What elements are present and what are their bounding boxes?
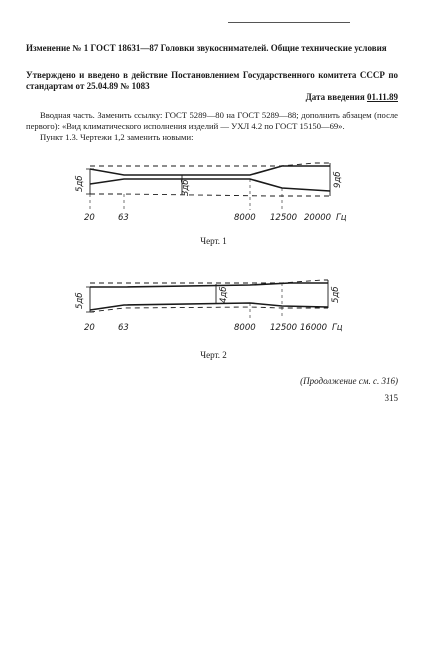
top-rule: [228, 22, 350, 23]
fig1-tick-20: 20: [84, 213, 95, 223]
fig1-left-db: 5дб: [75, 175, 85, 192]
paragraph-item-1-3: Пункт 1.3. Чертежи 1,2 заменить новыми:: [40, 132, 194, 142]
figure-2: [60, 270, 360, 350]
fig2-lower-limit: [90, 307, 328, 312]
fig2-mid-db: 4дб: [219, 286, 229, 303]
approval-text: Утверждено и введено в действие Постановлением Государственного комитета СССР по стандартам от 25.04.89 № 1083: [26, 70, 398, 91]
intro-date-line: [26, 92, 398, 102]
fig2-upper-response: [90, 283, 328, 287]
fig2-tick-63: 63: [118, 323, 129, 333]
fig2-tick-12500: 12500: [270, 323, 298, 333]
body-text: [26, 110, 398, 143]
fig1-upper-response: [90, 166, 330, 175]
fig1-right-db: 9дб: [333, 171, 343, 188]
fig2-right-db: 5дб: [331, 286, 341, 303]
fig1-unit: Гц: [336, 213, 347, 223]
fig1-tick-20000: 20000: [304, 213, 332, 223]
intro-date-label: Дата введения: [305, 92, 365, 102]
page-number: 315: [384, 393, 398, 403]
fig2-tick-8000: 8000: [234, 323, 256, 333]
amendment-title: Изменение № 1 ГОСТ 18631—87 Головки звукоснимателей. Общие технические условия: [26, 43, 387, 53]
figure-1-drawing: [60, 158, 360, 244]
fig1-mid-db: 3дб: [181, 179, 191, 196]
figure-1: [60, 158, 360, 244]
fig1-lower-response: [90, 179, 330, 191]
continued-note: (Продолжение см. с. 316): [300, 376, 398, 386]
fig2-left-db: 5дб: [75, 292, 85, 309]
fig1-lower-limit: [90, 194, 330, 196]
fig2-tick-20: 20: [84, 323, 95, 333]
fig1-tick-8000: 8000: [234, 213, 256, 223]
fig1-tick-12500: 12500: [270, 213, 298, 223]
figure-2-caption: Черт. 2: [200, 350, 227, 360]
figure-2-drawing: [60, 270, 360, 350]
fig2-lower-response: [90, 303, 328, 310]
paragraph-intro: Вводная часть. Заменить ссылку: ГОСТ 5289—80 на ГОСТ 5289—88; дополнить абзацем (после первого): «Вид климатического исполнения изделий — УХЛ 4.2 по ГОСТ 15150—69».: [26, 110, 398, 131]
fig1-tick-63: 63: [118, 213, 129, 223]
figure-1-caption: Черт. 1: [200, 236, 227, 246]
intro-date-value: 01.11.89: [366, 92, 398, 102]
fig2-unit: Гц: [332, 323, 343, 333]
fig2-tick-16000: 16000: [300, 323, 328, 333]
